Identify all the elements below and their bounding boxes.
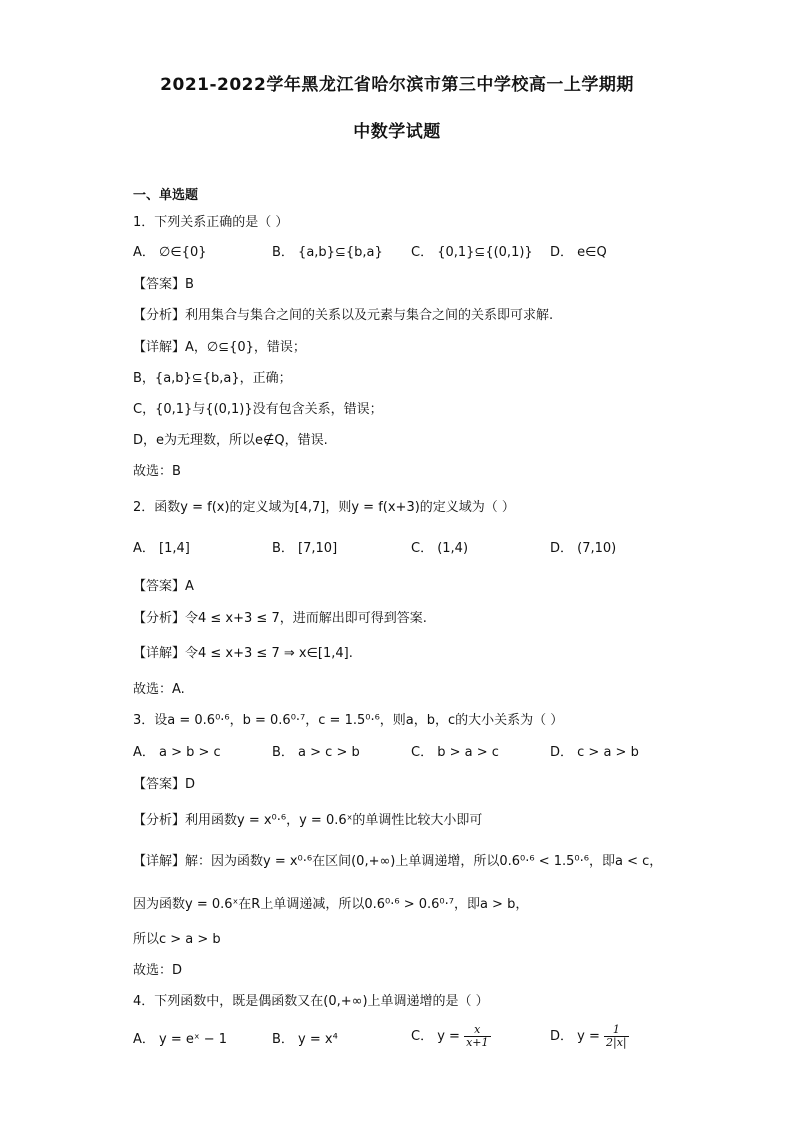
q1-detail-a: 【详解】A，∅⊆{0}，错误； [133, 340, 306, 355]
q1-option-a: A． ∅∈{0} [133, 245, 207, 260]
q1-answer: 【答案】B [133, 277, 194, 292]
q4-option-c [411, 1024, 491, 1049]
q4-option-c-denominator: x+1 [466, 1036, 489, 1049]
q1-stem: 1．下列关系正确的是（ ） [133, 215, 289, 230]
q4-option-c-numerator: x [464, 1024, 490, 1037]
q2-analysis: 【分析】令4 ≤ x+3 ≤ 7，进而解出即可得到答案. [133, 611, 427, 626]
q3-option-a: A． a > b > c [133, 745, 221, 760]
q1-option-d: D． e∈Q [550, 245, 607, 260]
q1-detail-b: B，{a,b}⊆{b,a}，正确； [133, 371, 292, 386]
q3-stem: 3．设a = 0.6⁰·⁶，b = 0.6⁰·⁷，c = 1.5⁰·⁶，则a，b，c的大小关系为（ ） [133, 713, 564, 728]
q4-option-d-denominator: 2|x| [606, 1036, 627, 1049]
q3-detail-3: 所以c > a > b [133, 932, 221, 947]
title-line-2: 中数学试题 [353, 122, 441, 142]
q4-option-d-fraction [604, 1024, 629, 1049]
title-line-1: 2021-2022学年黑龙江省哈尔滨市第三中学校高一上学期期 [160, 75, 634, 95]
q4-option-b: B． y = x⁴ [272, 1032, 338, 1047]
q3-option-b: B． a > c > b [272, 745, 360, 760]
q3-detail-2: 因为函数y = 0.6ˣ在R上单调递减，所以0.6⁰·⁶ > 0.6⁰·⁷，即a > b， [133, 897, 529, 912]
q3-answer: 【答案】D [133, 777, 196, 792]
q3-option-d: D． c > a > b [550, 745, 639, 760]
q4-option-d-numerator: 1 [604, 1024, 629, 1037]
q3-analysis: 【分析】利用函数y = x⁰·⁶，y = 0.6ˣ的单调性比较大小即可 [133, 813, 483, 828]
q3-detail-1: 【详解】解：因为函数y = x⁰·⁶在区间(0,+∞)上单调递增，所以0.6⁰·⁶ < 1.5⁰·⁶，即a < c， [133, 854, 663, 869]
q2-stem: 2．函数y = f(x)的定义域为[4,7]，则y = f(x+3)的定义域为（ ） [133, 500, 515, 515]
q2-choose: 故选：A. [133, 682, 185, 697]
q2-option-c: C． (1,4) [411, 541, 469, 556]
q2-option-a: A． [1,4] [133, 541, 190, 556]
q2-detail: 【详解】令4 ≤ x+3 ≤ 7 ⇒ x∈[1,4]. [133, 646, 353, 661]
q2-answer: 【答案】A [133, 579, 194, 594]
q4-option-c-fraction [464, 1024, 490, 1049]
q1-detail-c: C，{0,1}与{(0,1)}没有包含关系，错误； [133, 402, 383, 417]
q2-option-d: D． (7,10) [550, 541, 617, 556]
q1-choose: 故选：B [133, 464, 181, 479]
section-heading: 一、单选题 [133, 188, 199, 203]
q1-option-b: B． {a,b}⊆{b,a} [272, 245, 383, 260]
q1-detail-d: D，e为无理数，所以e∉Q，错误. [133, 433, 328, 448]
q4-option-c-prefix: C． y = [411, 1029, 460, 1044]
q4-stem: 4．下列函数中，既是偶函数又在(0,+∞)上单调递增的是（ ） [133, 994, 489, 1009]
q2-option-b: B． [7,10] [272, 541, 338, 556]
q4-option-a: A． y = eˣ − 1 [133, 1032, 228, 1047]
q3-option-c: C． b > a > c [411, 745, 499, 760]
q1-option-c: C． {0,1}⊆{(0,1)} [411, 245, 533, 260]
q4-option-d [550, 1024, 629, 1049]
q3-choose: 故选：D [133, 963, 183, 978]
q1-analysis: 【分析】利用集合与集合之间的关系以及元素与集合之间的关系即可求解. [133, 308, 554, 323]
q4-option-d-prefix: D． y = [550, 1029, 600, 1044]
